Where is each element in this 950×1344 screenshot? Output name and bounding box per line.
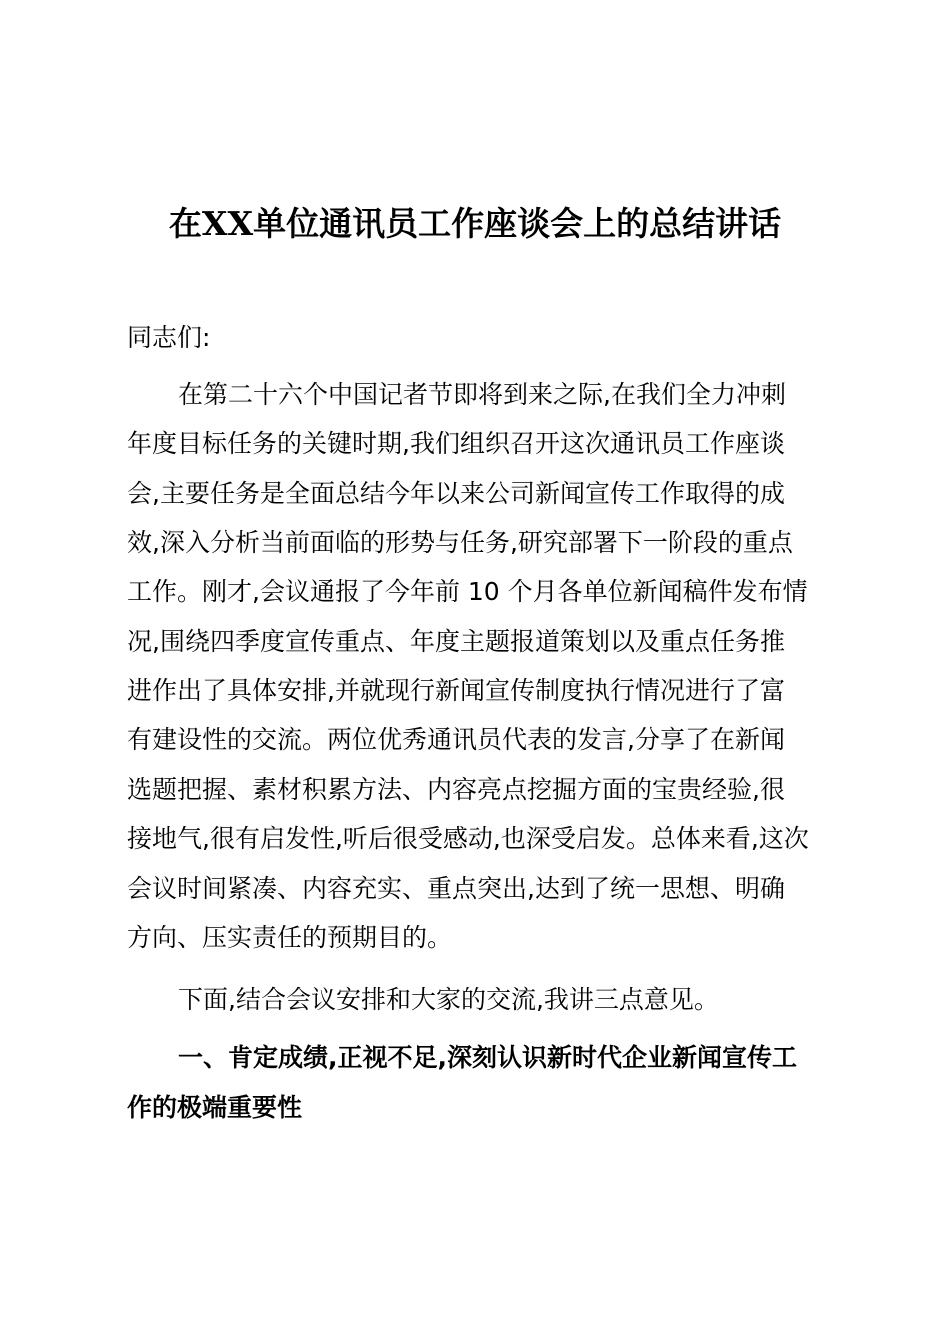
heading-line: 作的极端重要性: [127, 1093, 303, 1122]
paragraph-line: 效,深入分析当前面临的形势与任务,研究部署下一阶段的重点: [127, 528, 793, 557]
paragraph-line: 进作出了具体安排,并就现行新闻宣传制度执行情况进行了富: [127, 676, 785, 705]
paragraph-transition: 下面,结合会议安排和大家的交流,我讲三点意见。: [178, 985, 719, 1014]
paragraph-line: 在第二十六个中国记者节即将到来之际,在我们全力冲刺: [178, 380, 786, 409]
paragraph-line: 方向、压实责任的预期目的。: [127, 923, 453, 952]
paragraph-line: 有建设性的交流。两位优秀通讯员代表的发言,分享了在新闻: [127, 725, 785, 754]
paragraph-line: 会,主要任务是全面总结今年以来公司新闻宣传工作取得的成: [127, 479, 785, 508]
paragraph-line: 选题把握、素材积累方法、内容亮点挖掘方面的宝贵经验,很: [127, 775, 785, 804]
paragraph-line: 况,围绕四季度宣传重点、年度主题报道策划以及重点任务推: [127, 627, 785, 656]
paragraph-line: 会议时间紧凑、内容充实、重点突出,达到了统一思想、明确: [127, 874, 785, 903]
paragraph-line: 接地气,很有启发性,听后很受感动,也深受启发。总体来看,这次: [127, 824, 809, 853]
document-title: 在XX单位通讯员工作座谈会上的总结讲话: [168, 204, 782, 243]
paragraph-line: 年度目标任务的关键时期,我们组织召开这次通讯员工作座谈: [127, 429, 785, 458]
paragraph-line: 工作。刚才,会议通报了今年前 10 个月各单位新闻稿件发布情: [127, 577, 808, 606]
heading-line: 一、肯定成绩,正视不足,深刻认识新时代企业新闻宣传工: [178, 1043, 797, 1072]
salutation: 同志们:: [127, 323, 211, 352]
